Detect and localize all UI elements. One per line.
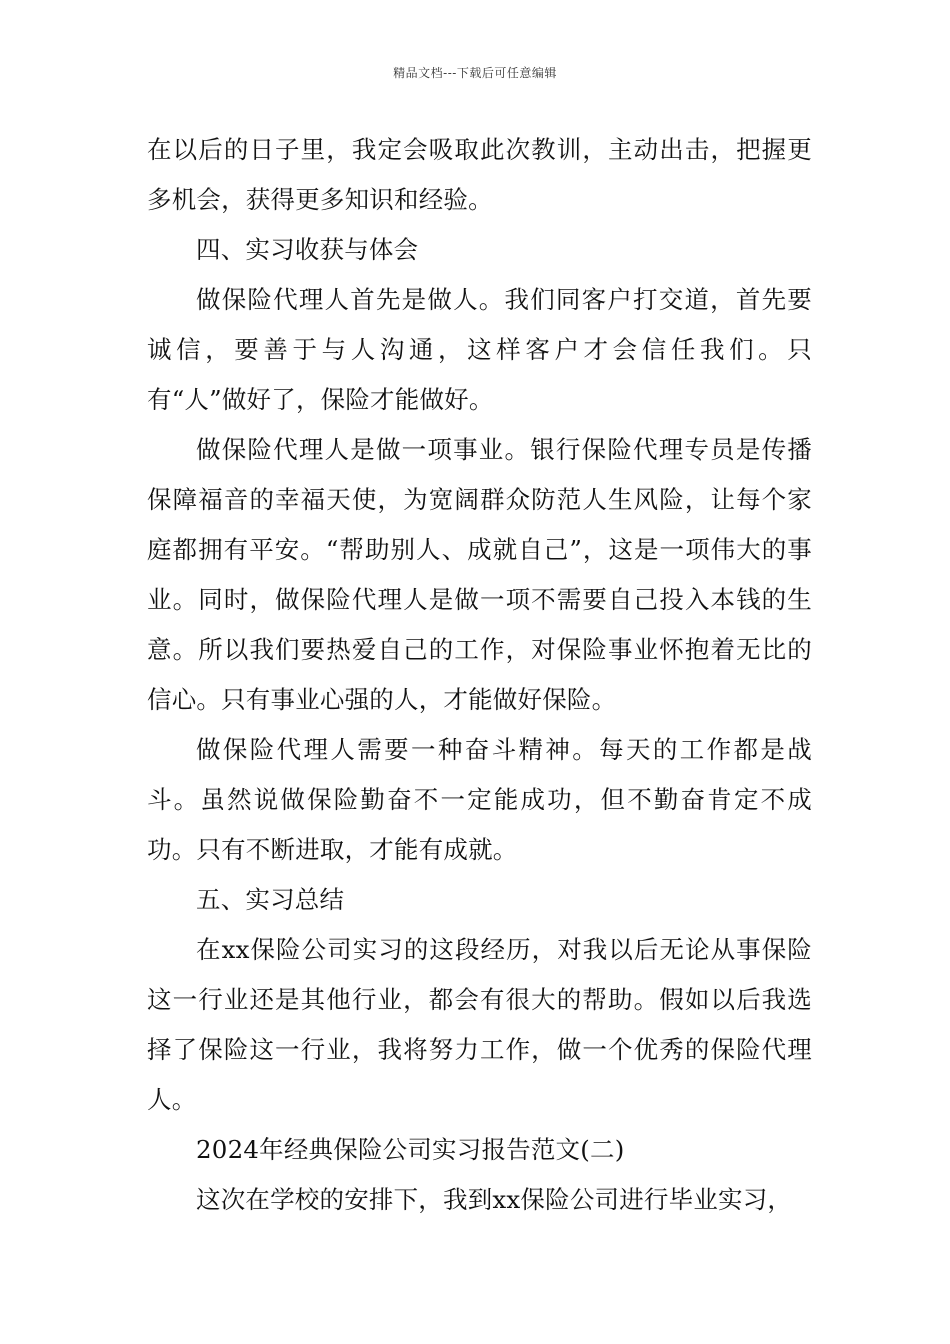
document-body xyxy=(147,125,812,1225)
section-heading-5: 五、实习总结 xyxy=(196,885,345,914)
paragraph-continuation: 在以后的日子里，我定会吸取此次教训，主动出击，把握更多机会，获得更多知识和经验。 xyxy=(147,135,812,214)
paragraph-be-a-person: 做保险代理人首先是做人。我们同客户打交道，首先要诚信，要善于与人沟通，这样客户才会信任我们。只有“人”做好了，保险才能做好。 xyxy=(147,285,812,414)
paragraph-summary: 在xx保险公司实习的这段经历，对我以后无论从事保险这一行业还是其他行业，都会有很大的帮助。假如以后我选择了保险这一行业，我将努力工作，做一个优秀的保险代理人。 xyxy=(147,935,812,1114)
paragraph-spirit: 做保险代理人需要一种奋斗精神。每天的工作都是战斗。虽然说做保险勤奋不一定能成功，但不勤奋肯定不成功。只有不断进取，才能有成就。 xyxy=(147,735,812,864)
paragraph-career: 做保险代理人是做一项事业。银行保险代理专员是传播保障福音的幸福天使，为宽阔群众防范人生风险，让每个家庭都拥有平安。“帮助别人、成就自己”，这是一项伟大的事业。同时，做保险代理人是做一项不需要自己投入本钱的生意。所以我们要热爱自己的工作，对保险事业怀抱着无比的信心。只有事业心强的人，才能做好保险。 xyxy=(147,435,812,714)
page-header: 精品文档---下载后可任意编辑 xyxy=(393,66,557,80)
paragraph-intro: 这次在学校的安排下，我到xx保险公司进行毕业实习， xyxy=(196,1185,793,1214)
section-heading-4: 四、实习收获与体会 xyxy=(196,235,419,264)
document-subtitle: 2024年经典保险公司实习报告范文(二) xyxy=(196,1135,625,1164)
